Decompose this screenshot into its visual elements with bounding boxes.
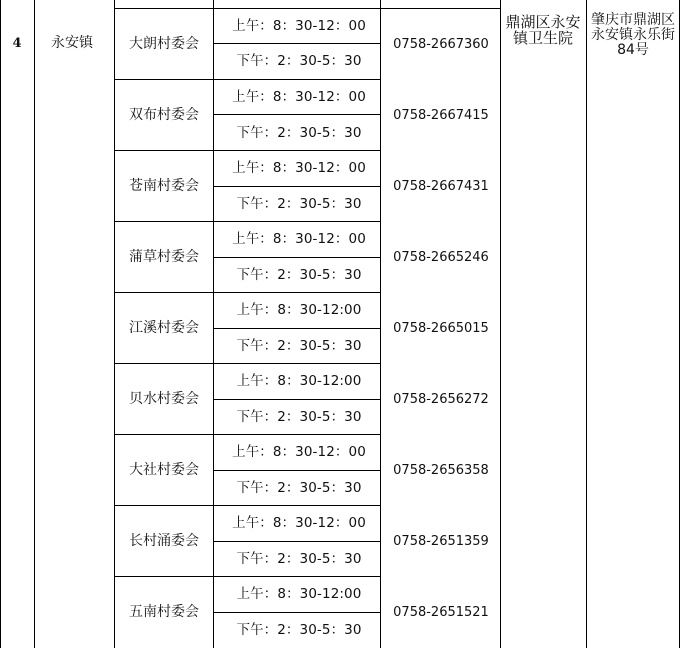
morning-hours: 上午：8：30-12：00	[232, 89, 366, 105]
afternoon-hours: 下午：2：30-5：30	[236, 338, 362, 354]
village-column-divider	[213, 0, 214, 648]
village-name: 江溪村委会	[129, 320, 199, 336]
row-divider-8	[213, 541, 380, 542]
row-divider-2	[213, 114, 380, 115]
block-divider-6	[114, 434, 380, 435]
village-name: 大社村委会	[129, 462, 199, 478]
block-divider-7	[114, 505, 380, 506]
village-name: 长村涌委会	[129, 533, 199, 549]
morning-hours: 上午：8：30-12:00	[236, 302, 362, 318]
header-stub-hours	[213, 8, 380, 9]
row-divider-6	[213, 399, 380, 400]
phone-number: 0758-2656272	[393, 392, 489, 407]
afternoon-hours: 下午：2：30-5：30	[236, 622, 362, 638]
morning-hours: 上午：8：30-12：00	[232, 515, 366, 531]
village-name: 贝水村委会	[129, 391, 199, 407]
afternoon-hours: 下午：2：30-5：30	[236, 125, 362, 141]
morning-hours: 上午：8：30-12:00	[236, 586, 362, 602]
table-left-border	[0, 0, 1, 648]
afternoon-hours: 下午：2：30-5：30	[236, 267, 362, 283]
row-divider-9	[213, 612, 380, 613]
phone-number: 0758-2667431	[393, 179, 489, 194]
hospital-address: 肇庆市鼎湖区永安镇永乐街84号	[591, 12, 675, 58]
afternoon-hours: 下午：2：30-5：30	[236, 196, 362, 212]
town-name: 永安镇	[51, 35, 93, 51]
hospital-name: 鼎湖区永安镇卫生院	[505, 13, 581, 48]
morning-hours: 上午：8：30-12:00	[236, 373, 362, 389]
town-column-divider	[114, 0, 115, 648]
row-divider-3	[213, 186, 380, 187]
block-divider-4	[114, 292, 380, 293]
afternoon-hours: 下午：2：30-5：30	[236, 480, 362, 496]
phone-number: 0758-2667360	[393, 37, 489, 52]
block-divider-1	[114, 79, 380, 80]
row-divider-4	[213, 257, 380, 258]
header-stub-phone	[380, 8, 500, 9]
phone-number: 0758-2651521	[393, 605, 489, 620]
village-name: 蒲草村委会	[129, 249, 199, 265]
hospital-column-divider	[586, 0, 587, 648]
phone-number: 0758-2651359	[393, 534, 489, 549]
morning-hours: 上午：8：30-12：00	[232, 160, 366, 176]
row-index: 4	[12, 36, 22, 51]
row-divider-1	[213, 43, 380, 44]
afternoon-hours: 下午：2：30-5：30	[236, 409, 362, 425]
village-name: 苍南村委会	[129, 178, 199, 194]
village-name: 大朗村委会	[129, 36, 199, 52]
block-divider-3	[114, 221, 380, 222]
block-divider-2	[114, 150, 380, 151]
phone-number: 0758-2665246	[393, 250, 489, 265]
block-divider-8	[114, 576, 380, 577]
afternoon-hours: 下午：2：30-5：30	[236, 53, 362, 69]
village-name: 五南村委会	[129, 604, 199, 620]
index-column-divider	[34, 0, 35, 648]
block-divider-5	[114, 363, 380, 364]
row-divider-5	[213, 328, 380, 329]
header-stub-left	[114, 8, 213, 9]
village-name: 双布村委会	[129, 107, 199, 123]
morning-hours: 上午：8：30-12：00	[232, 444, 366, 460]
phone-number: 0758-2667415	[393, 108, 489, 123]
morning-hours: 上午：8：30-12：00	[232, 18, 366, 34]
phone-number: 0758-2665015	[393, 321, 489, 336]
morning-hours: 上午：8：30-12：00	[232, 231, 366, 247]
afternoon-hours: 下午：2：30-5：30	[236, 551, 362, 567]
phone-number: 0758-2656358	[393, 463, 489, 478]
row-divider-7	[213, 470, 380, 471]
